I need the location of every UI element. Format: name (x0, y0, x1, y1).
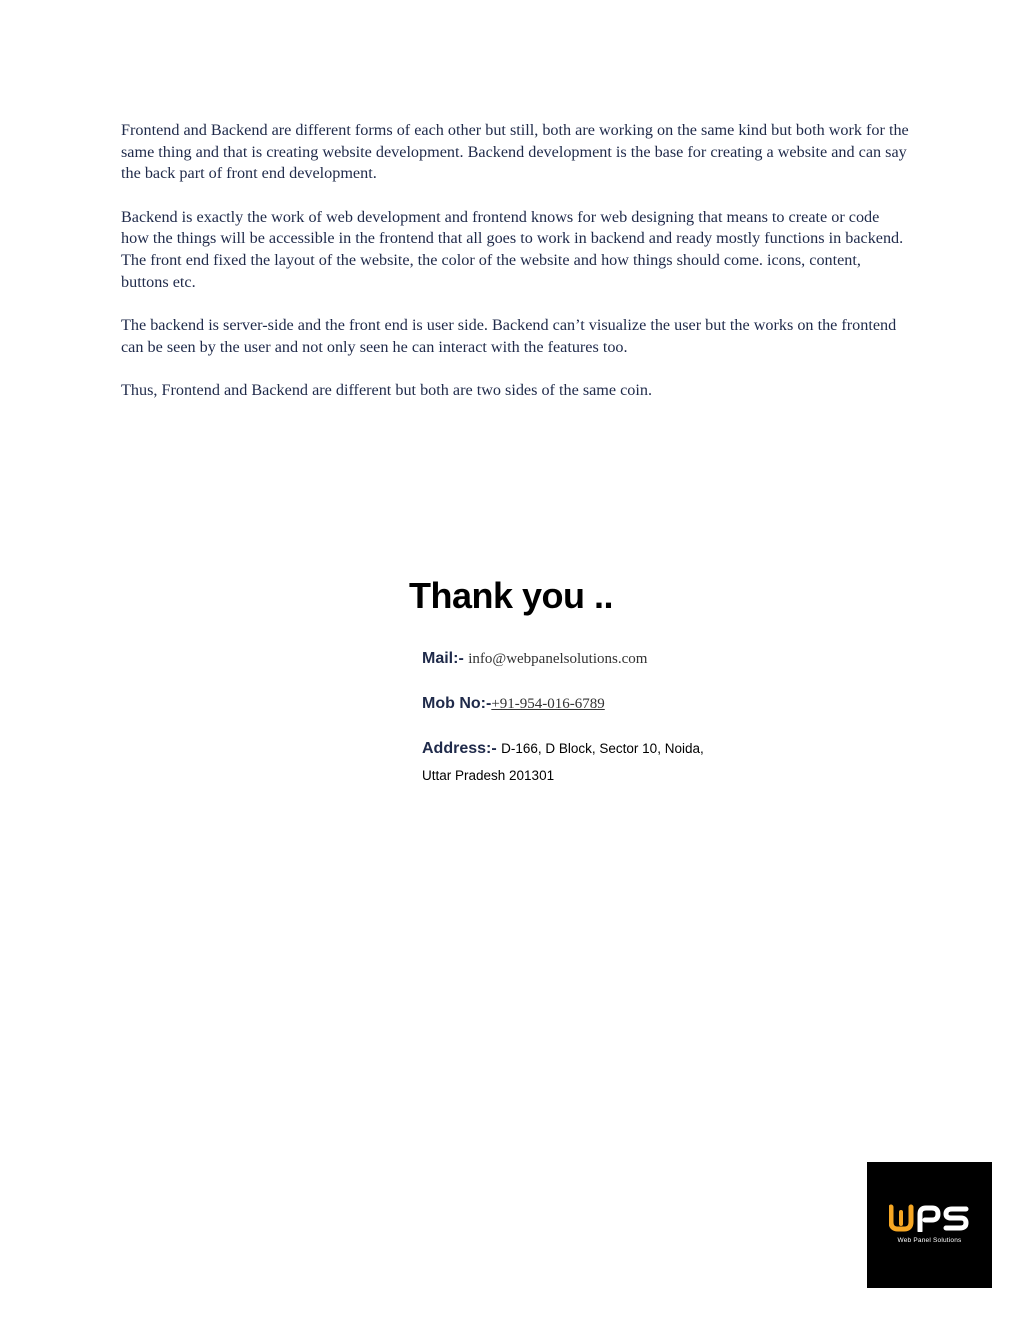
contact-address-row-2 (422, 767, 554, 785)
paragraph-4: Thus, Frontend and Backend are different but both are two sides of the same coin. (121, 381, 653, 400)
mob-link[interactable]: +91-954-016-6789 (491, 696, 605, 712)
address-line-1: D-166, D Block, Sector 10, Noida, (501, 741, 704, 756)
thank-you-heading: Thank you .. (409, 575, 614, 616)
wps-logo (867, 1162, 992, 1288)
mob-label: Mob No:- (422, 695, 492, 712)
mail-label: Mail:- (422, 650, 469, 667)
logo-tagline: Web Panel Solutions (897, 1237, 962, 1244)
address-line-2: Uttar Pradesh 201301 (422, 768, 555, 783)
mail-value[interactable]: info@webpanelsolutions.com (468, 651, 648, 667)
wps-logo-mark-icon (889, 1204, 970, 1232)
paragraph-2: Backend is exactly the work of web development and frontend knows for web designing that means to create or code how the things will be accessible in the frontend that all goes to work in backend and ready mostly functions in backend. The front end fixed the layout of the website, the color of the website and how things should come. icons, content, buttons etc. (121, 207, 904, 291)
paragraph-3: The backend is server-side and the front end is user side. Backend can’t visualize the user but the works on the frontend can be seen by the user and not only seen he can interact with the features too. (121, 316, 897, 356)
contact-address-row (422, 740, 704, 758)
body-text (121, 120, 911, 424)
paragraph-1: Frontend and Backend are different forms of each other but still, both are working on the same kind but both work for the same thing and that is creating website development. Backend development is the base for creating a website and can say the back part of front end development. (121, 121, 909, 183)
contact-mail-row (422, 650, 647, 668)
address-label: Address:- (422, 740, 502, 757)
contact-mob-row (422, 695, 605, 713)
